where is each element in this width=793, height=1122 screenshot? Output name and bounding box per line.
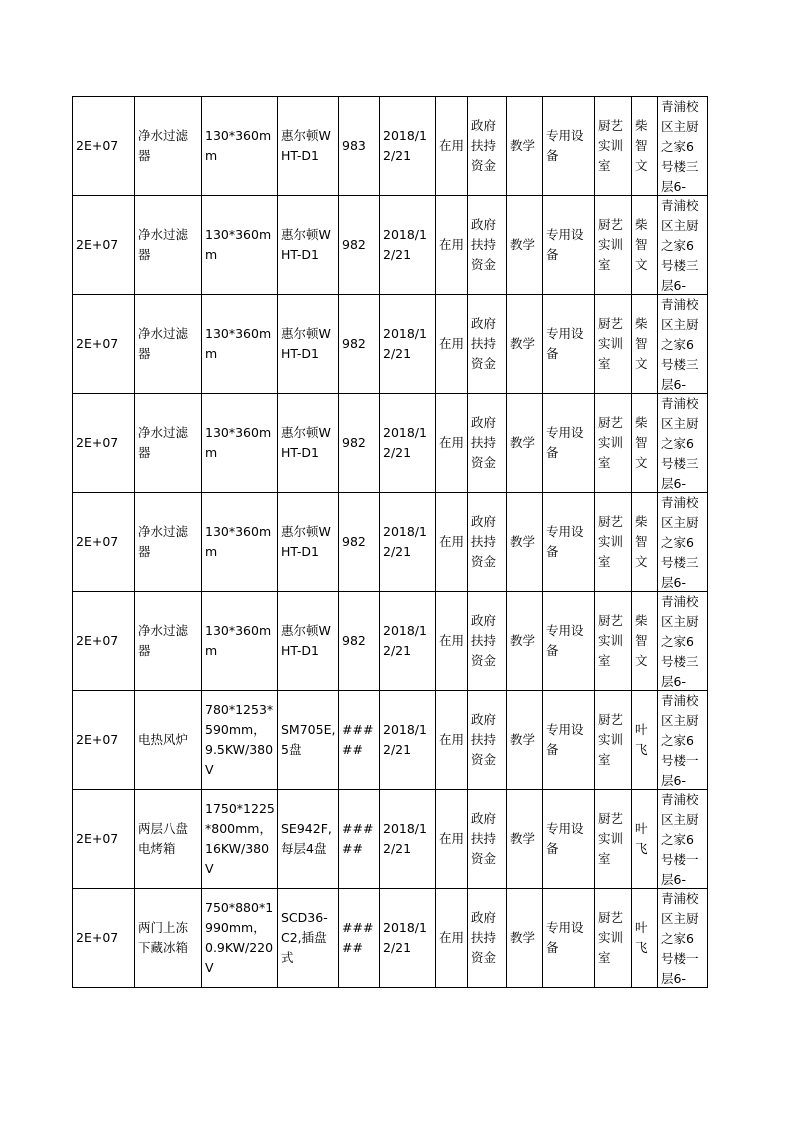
status-cell: 在用 [436,889,468,988]
price-cell: 982 [339,493,380,592]
location-cell: 青浦校区主厨之家6号楼三层6- [658,592,708,691]
fund-source-cell: 政府扶持资金 [468,790,507,889]
usage-cell: 教学 [507,889,543,988]
status-cell: 在用 [436,295,468,394]
asset-id-cell: 2E+07 [73,295,135,394]
purchase-date-cell: 2018/12/21 [380,196,436,295]
asset-table [72,96,708,988]
price-cell: ##### [339,790,380,889]
fund-source-cell: 政府扶持资金 [468,493,507,592]
fund-source-cell: 政府扶持资金 [468,889,507,988]
fund-source-cell: 政府扶持资金 [468,97,507,196]
location-cell: 青浦校区主厨之家6号楼一层6- [658,790,708,889]
status-cell: 在用 [436,196,468,295]
department-cell: 厨艺实训室 [595,691,632,790]
category-cell: 专用设备 [543,295,595,394]
usage-cell: 教学 [507,97,543,196]
category-cell: 专用设备 [543,196,595,295]
model-cell: 惠尔顿WHT-D1 [278,394,339,493]
usage-cell: 教学 [507,394,543,493]
spec-cell: 130*360mm [202,592,278,691]
item-name-cell: 净水过滤器 [135,295,202,394]
keeper-cell: 叶飞 [632,790,658,889]
spec-cell: 1750*1225*800mm，16KW/380V [202,790,278,889]
spec-cell: 130*360mm [202,97,278,196]
table-row [73,691,708,790]
usage-cell: 教学 [507,691,543,790]
item-name-cell: 净水过滤器 [135,196,202,295]
department-cell: 厨艺实训室 [595,889,632,988]
category-cell: 专用设备 [543,691,595,790]
asset-id-cell: 2E+07 [73,196,135,295]
price-cell: 983 [339,97,380,196]
location-cell: 青浦校区主厨之家6号楼一层6- [658,691,708,790]
location-cell: 青浦校区主厨之家6号楼三层6- [658,97,708,196]
spec-cell: 130*360mm [202,196,278,295]
model-cell: 惠尔顿WHT-D1 [278,295,339,394]
purchase-date-cell: 2018/12/21 [380,790,436,889]
asset-id-cell: 2E+07 [73,97,135,196]
fund-source-cell: 政府扶持资金 [468,394,507,493]
purchase-date-cell: 2018/12/21 [380,295,436,394]
price-cell: ##### [339,889,380,988]
status-cell: 在用 [436,790,468,889]
keeper-cell: 柴智文 [632,97,658,196]
category-cell: 专用设备 [543,97,595,196]
table-row [73,493,708,592]
department-cell: 厨艺实训室 [595,295,632,394]
price-cell: 982 [339,592,380,691]
spec-cell: 780*1253*590mm，9.5KW/380V [202,691,278,790]
usage-cell: 教学 [507,196,543,295]
keeper-cell: 柴智文 [632,493,658,592]
department-cell: 厨艺实训室 [595,97,632,196]
location-cell: 青浦校区主厨之家6号楼一层6- [658,889,708,988]
fund-source-cell: 政府扶持资金 [468,295,507,394]
item-name-cell: 两层八盘电烤箱 [135,790,202,889]
table-row [73,889,708,988]
status-cell: 在用 [436,592,468,691]
price-cell: ##### [339,691,380,790]
item-name-cell: 净水过滤器 [135,97,202,196]
spec-cell: 130*360mm [202,394,278,493]
purchase-date-cell: 2018/12/21 [380,889,436,988]
asset-id-cell: 2E+07 [73,592,135,691]
usage-cell: 教学 [507,493,543,592]
purchase-date-cell: 2018/12/21 [380,691,436,790]
location-cell: 青浦校区主厨之家6号楼三层6- [658,493,708,592]
keeper-cell: 柴智文 [632,394,658,493]
model-cell: SE942F,每层4盘 [278,790,339,889]
usage-cell: 教学 [507,592,543,691]
price-cell: 982 [339,394,380,493]
price-cell: 982 [339,196,380,295]
model-cell: 惠尔顿WHT-D1 [278,97,339,196]
item-name-cell: 净水过滤器 [135,493,202,592]
table-row [73,196,708,295]
model-cell: SM705E,5盘 [278,691,339,790]
department-cell: 厨艺实训室 [595,493,632,592]
usage-cell: 教学 [507,790,543,889]
model-cell: 惠尔顿WHT-D1 [278,196,339,295]
usage-cell: 教学 [507,295,543,394]
asset-id-cell: 2E+07 [73,790,135,889]
category-cell: 专用设备 [543,493,595,592]
keeper-cell: 叶飞 [632,691,658,790]
table-row [73,790,708,889]
category-cell: 专用设备 [543,889,595,988]
purchase-date-cell: 2018/12/21 [380,97,436,196]
spec-cell: 130*360mm [202,493,278,592]
fund-source-cell: 政府扶持资金 [468,592,507,691]
model-cell: SCD36-C2,插盘式 [278,889,339,988]
table-row [73,97,708,196]
location-cell: 青浦校区主厨之家6号楼三层6- [658,196,708,295]
spec-cell: 750*880*1990mm，0.9KW/220V [202,889,278,988]
purchase-date-cell: 2018/12/21 [380,493,436,592]
keeper-cell: 柴智文 [632,592,658,691]
table-row [73,295,708,394]
location-cell: 青浦校区主厨之家6号楼三层6- [658,394,708,493]
table-row [73,592,708,691]
status-cell: 在用 [436,493,468,592]
department-cell: 厨艺实训室 [595,592,632,691]
category-cell: 专用设备 [543,592,595,691]
purchase-date-cell: 2018/12/21 [380,394,436,493]
spec-cell: 130*360mm [202,295,278,394]
keeper-cell: 柴智文 [632,295,658,394]
item-name-cell: 电热风炉 [135,691,202,790]
status-cell: 在用 [436,97,468,196]
department-cell: 厨艺实训室 [595,394,632,493]
asset-id-cell: 2E+07 [73,889,135,988]
fund-source-cell: 政府扶持资金 [468,691,507,790]
category-cell: 专用设备 [543,790,595,889]
keeper-cell: 柴智文 [632,196,658,295]
department-cell: 厨艺实训室 [595,790,632,889]
asset-id-cell: 2E+07 [73,493,135,592]
status-cell: 在用 [436,394,468,493]
item-name-cell: 两门上冻下藏冰箱 [135,889,202,988]
category-cell: 专用设备 [543,394,595,493]
model-cell: 惠尔顿WHT-D1 [278,592,339,691]
asset-id-cell: 2E+07 [73,691,135,790]
model-cell: 惠尔顿WHT-D1 [278,493,339,592]
fund-source-cell: 政府扶持资金 [468,196,507,295]
status-cell: 在用 [436,691,468,790]
location-cell: 青浦校区主厨之家6号楼三层6- [658,295,708,394]
purchase-date-cell: 2018/12/21 [380,592,436,691]
asset-id-cell: 2E+07 [73,394,135,493]
price-cell: 982 [339,295,380,394]
item-name-cell: 净水过滤器 [135,592,202,691]
keeper-cell: 叶飞 [632,889,658,988]
department-cell: 厨艺实训室 [595,196,632,295]
table-row [73,394,708,493]
item-name-cell: 净水过滤器 [135,394,202,493]
